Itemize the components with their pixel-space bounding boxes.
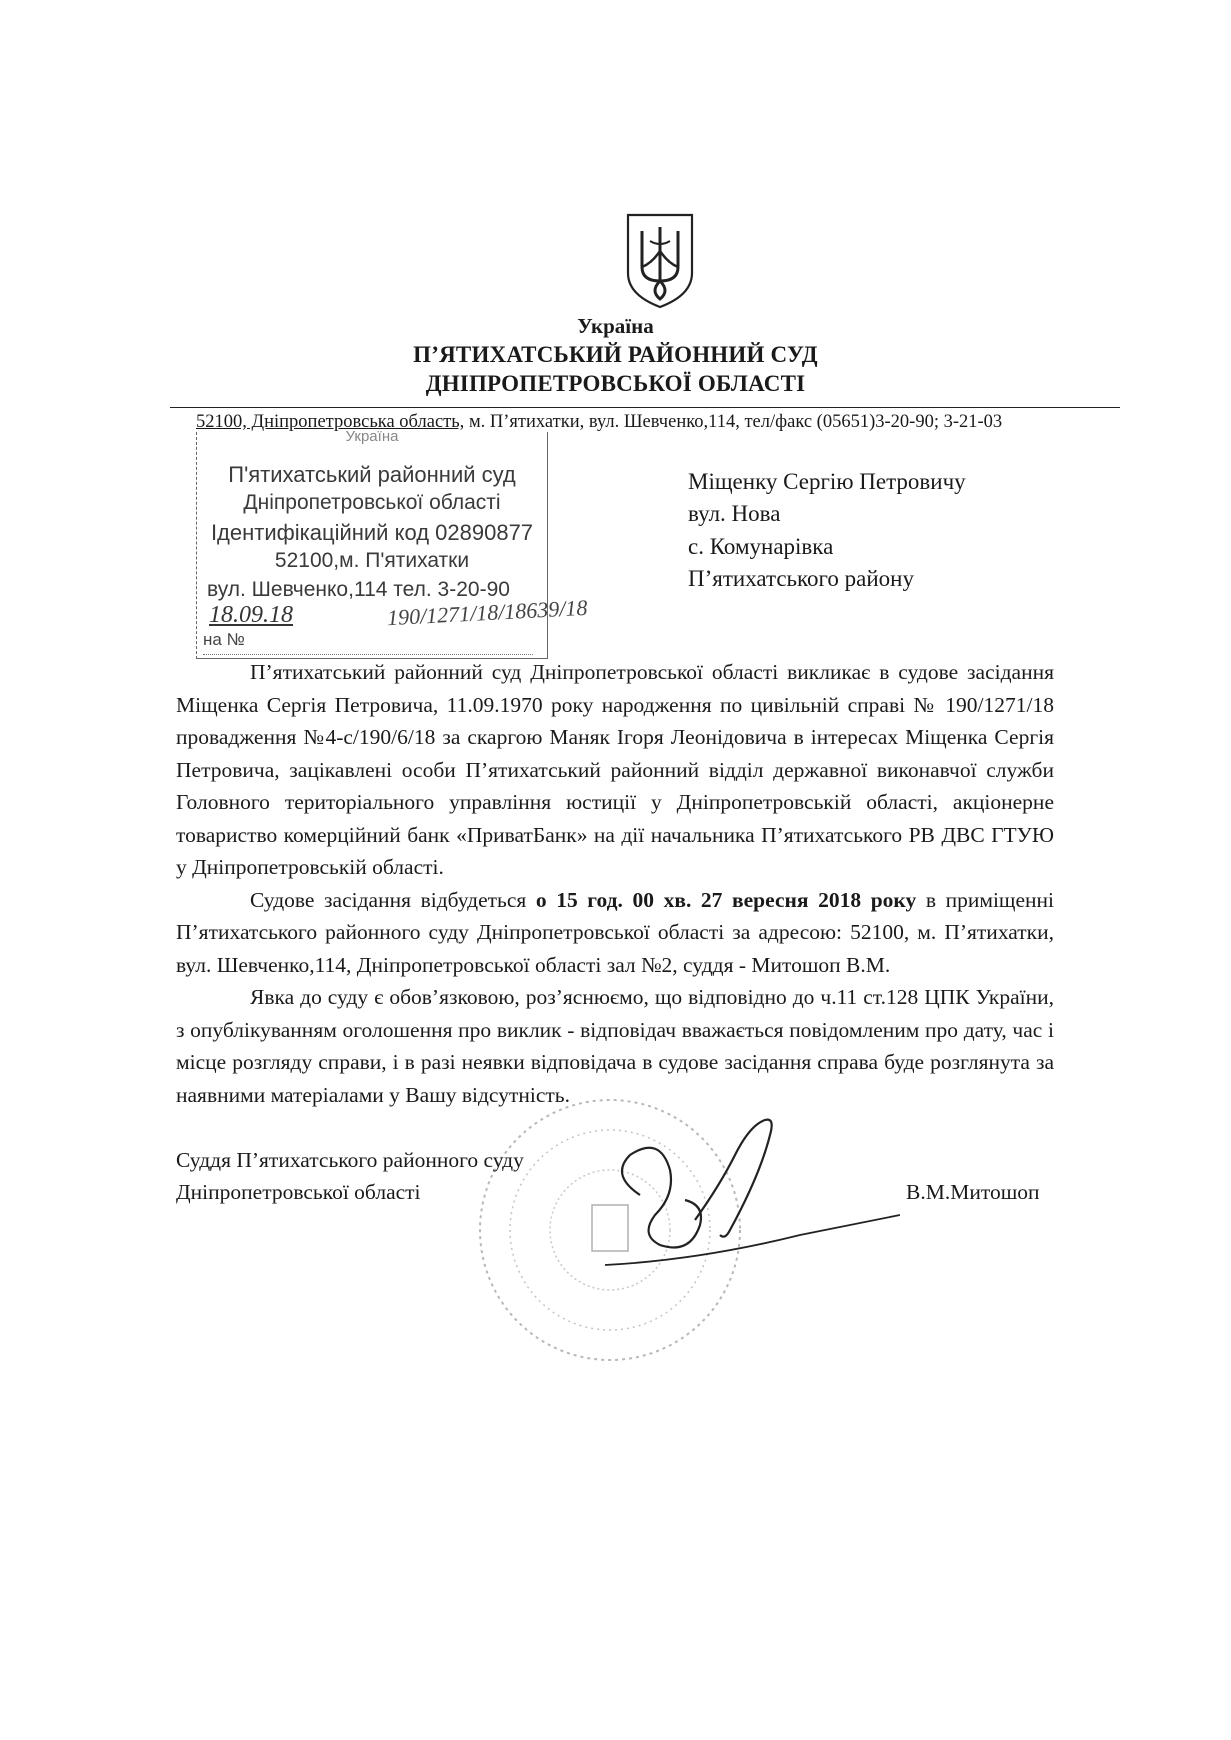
hearing-datetime: о 15 год. 00 хв. 27 вересня 2018 року [535, 887, 917, 912]
stamp-region: Дніпропетровської області [243, 491, 501, 514]
letter-body [176, 656, 1054, 1111]
recipient-name: Міщенку Сергію Петровичу [688, 469, 966, 494]
recipient-village: с. Комунарівка [688, 534, 834, 559]
court-address-rest: м. П’ятихатки, вул. Шевченко,114, тел/факс (05651)3-20-90; 3-21-03 [464, 412, 1003, 432]
stamp-handwritten-number: 190/1271/18/18639/18 [386, 594, 588, 631]
paragraph-attendance: Явка до суду є обов’язковою, роз’яснюємо, що відповідно до ч.11 ст.128 ЦПК України, з опублікуванням оголошення про виклик - відповідач вважається повідомленим про дату, час і місце розгляду справи, і в разі неявки відповідача в судове засідання справа буде розглянута за наявними матеріалами у Вашу відсутність. [176, 985, 1054, 1107]
header-country: Україна [577, 314, 654, 338]
stamp-id-code: Ідентифікаційний код 02890877 [210, 520, 534, 545]
stamp-postal-address: 52100,м. П'ятихатки [274, 549, 470, 572]
signer-name: В.М.Митошоп [906, 1180, 1040, 1204]
stamp-country: Україна [345, 428, 399, 445]
stamp-ref-label: на № [203, 630, 245, 649]
paragraph-hearing [176, 884, 1054, 982]
paragraph-summons: П’ятихатський районний суд Дніпропетровської області викликає в судове засідання Міщенка Сергія Петровича, 11.09.1970 року народження по цивільній справі № 190/1271/18 провадження №4-с/190/6/18 за скаргою Маняк Ігоря Леонідовича в інтересах Міщенка Сергія Петровича, зацікавлені особи П’ятихатський районний відділ державної виконавчої служби Головного територіального управління юстиції у Дніпропетровській області, акціонерне товариство комерційний банк «ПриватБанк» на дії начальника П’ятихатського РВ ДВС ГТУЮ у Дніпропетровській області. [176, 660, 1054, 879]
header-region: ДНІПРОПЕТРОВСЬКОЇ ОБЛАСТІ [425, 371, 806, 396]
trident-coat-of-arms-icon [622, 211, 698, 311]
court-address-underlined: 52100, Дніпропетровська область, [196, 412, 465, 432]
signer-title-line2: Дніпропетровської області [176, 1180, 421, 1204]
hearing-intro: Судове засідання відбудеться [250, 887, 536, 912]
stamp-ref-line [203, 654, 533, 655]
header-court-name: П’ЯТИХАТСЬКИЙ РАЙОННИЙ СУД [413, 342, 818, 367]
registration-stamp [196, 428, 588, 659]
header-divider [170, 407, 1120, 408]
signer-title-line1: Суддя П’ятихатського районного суду [176, 1148, 524, 1172]
judge-signature-icon [600, 1115, 900, 1280]
stamp-court-name: П'ятихатський районний суд [228, 462, 516, 487]
hearing-location: в приміщенні П’ятихатського районного суду Дніпропетровської області за адресою: 52100, м. П’ятихатки, вул. Шевченко,114, Дніпропетровської області зал №2, суддя - Митошоп В.М. [176, 887, 1054, 977]
stamp-handwritten-date: 18.09.18 [209, 602, 293, 628]
stamp-street-phone: вул. Шевченко,114 тел. 3-20-90 [207, 578, 510, 601]
recipient-street: вул. Нова [688, 501, 781, 526]
recipient-district: П’ятихатського району [688, 566, 914, 591]
